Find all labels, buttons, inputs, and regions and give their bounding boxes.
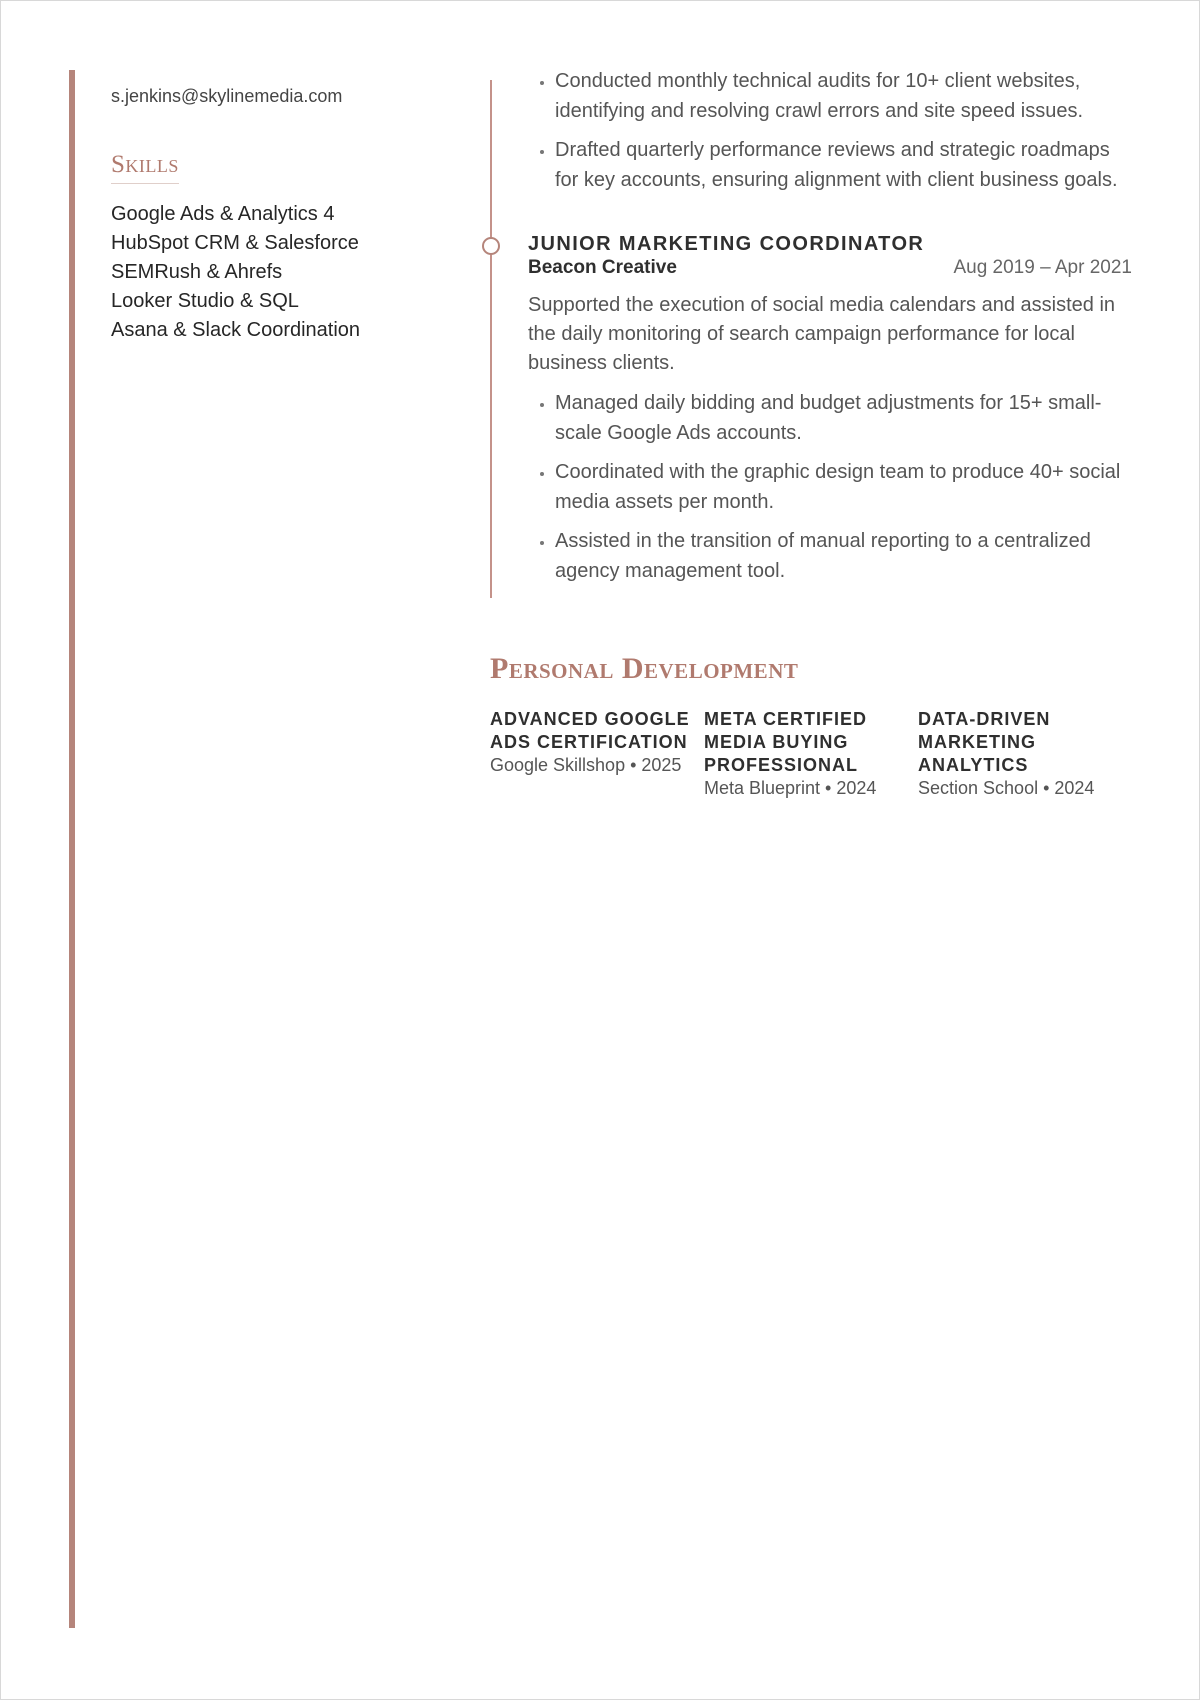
certification-detail: Section School • 2024 (918, 778, 1095, 798)
certification-name: META CERTIFIED MEDIA BUYING PROFESSIONAL (704, 709, 867, 775)
job-summary: Supported the execution of social media calendars and assisted in the daily monitoring of search campaign performance for local business clients. (528, 294, 1116, 374)
skill-item: Looker Studio & SQL (111, 290, 299, 312)
personal-development-heading: Personal Development (490, 652, 799, 685)
bullet-item: • Conducted monthly technical audits for 10+ client websites, identifying and resolving crawl errors and site speed issues. (555, 66, 1132, 126)
skill-item: SEMRush & Ahrefs (111, 261, 283, 283)
timeline-line (490, 80, 492, 598)
bullet-item: • Drafted quarterly performance reviews and strategic roadmaps for key accounts, ensuring alignment with client business goals. (555, 135, 1132, 195)
experience-timeline (490, 66, 1132, 586)
certification-detail: Google Skillshop • 2025 (490, 755, 682, 775)
job-bullets (528, 388, 1132, 586)
skill-item: Asana & Slack Coordination (111, 319, 361, 341)
timeline-dot (482, 237, 500, 255)
certification-card (490, 708, 704, 800)
job-entry (528, 231, 1132, 586)
certification-card (918, 708, 1132, 800)
main-column (490, 66, 1132, 800)
certification-name: DATA-DRIVEN MARKETING ANALYTICS (918, 709, 1051, 775)
company-name: Beacon Creative (528, 257, 677, 278)
certification-card (704, 708, 918, 800)
previous-job-bullets (528, 66, 1132, 195)
sidebar (111, 86, 451, 345)
certification-name: ADVANCED GOOGLE ADS CERTIFICATION (490, 709, 690, 752)
certification-detail: Meta Blueprint • 2024 (704, 778, 877, 798)
accent-bar (69, 70, 75, 1628)
certifications-grid (490, 708, 1132, 800)
job-dates: Aug 2019 – Apr 2021 (953, 257, 1132, 278)
bullet-item: • Assisted in the transition of manual reporting to a centralized agency management tool. (555, 526, 1132, 586)
bullet-item: • Coordinated with the graphic design team to produce 40+ social media assets per month. (555, 457, 1132, 517)
skills-list (111, 200, 451, 345)
job-meta (528, 257, 1132, 279)
bullet-item: • Managed daily bidding and budget adjustments for 15+ small-scale Google Ads accounts. (555, 388, 1132, 448)
skill-item: HubSpot CRM & Salesforce (111, 232, 359, 254)
job-title: JUNIOR MARKETING COORDINATOR (528, 233, 925, 255)
email-address[interactable]: s.jenkins@skylinemedia.com (111, 86, 343, 106)
skills-heading: Skills (111, 151, 179, 184)
skill-item: Google Ads & Analytics 4 (111, 203, 335, 225)
